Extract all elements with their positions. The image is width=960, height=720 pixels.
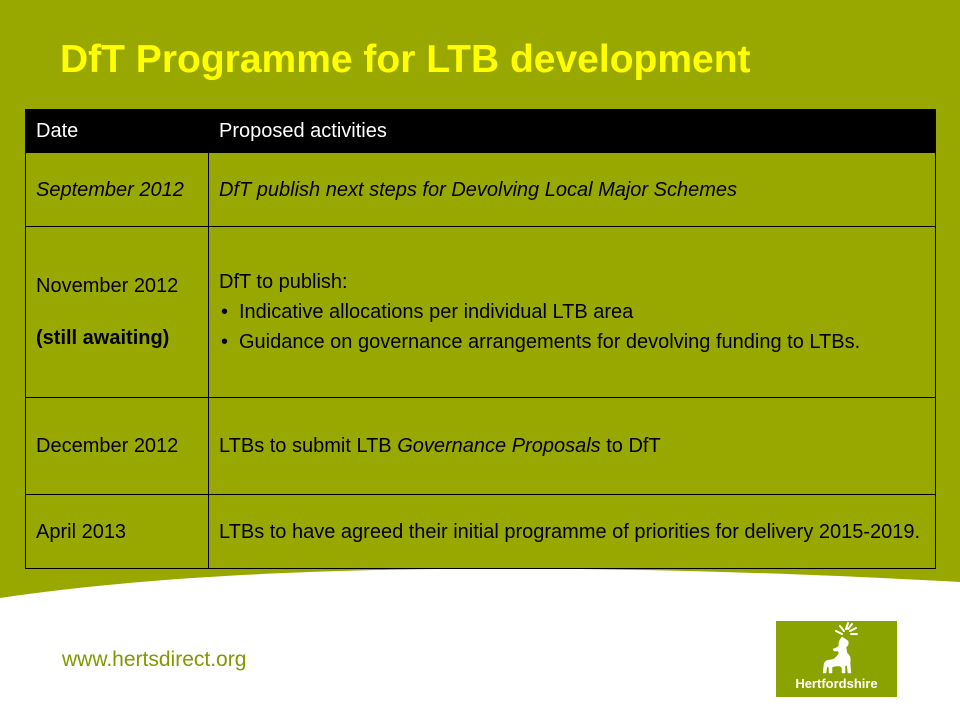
row-date-april-2013: April 2013 — [26, 495, 209, 569]
list-item: • Indicative allocations per individual LTB area — [219, 297, 925, 327]
activity-bullet-list — [219, 297, 925, 357]
hertfordshire-logo — [776, 621, 897, 697]
website-url: www.hertsdirect.org — [62, 648, 247, 671]
table-row — [26, 495, 936, 569]
activity-text-emphasis: Governance Proposals — [397, 435, 601, 457]
header-date: Date — [26, 110, 209, 153]
activity-text-end: to DfT — [600, 435, 661, 457]
table-row — [26, 153, 936, 227]
row-activity-november-2012 — [209, 227, 936, 398]
logo-wordmark: Hertfordshire — [795, 676, 878, 691]
row-date-november-2012: November 2012 — [36, 275, 179, 297]
header-proposed-activities: Proposed activities — [209, 110, 936, 153]
programme-table — [25, 109, 936, 569]
row-date-september-2012: September 2012 — [26, 153, 209, 227]
row-date-november-2012-cell — [26, 227, 209, 398]
table-row — [26, 227, 936, 398]
table-row — [26, 398, 936, 495]
activity-text-start: LTBs to submit LTB — [219, 435, 398, 457]
stag-icon — [776, 621, 897, 677]
row-activity-september-2012: DfT publish next steps for Devolving Local Major Schemes — [209, 153, 936, 227]
list-item: • Guidance on governance arrangements for devolving funding to LTBs. — [219, 327, 925, 357]
row-date-december-2012: December 2012 — [26, 398, 209, 495]
activity-intro: DfT to publish: — [219, 271, 348, 293]
row-activity-april-2013: LTBs to have agreed their initial programme of priorities for delivery 2015-2019. — [209, 495, 936, 569]
table-header-row — [26, 110, 936, 153]
row-activity-december-2012 — [209, 398, 936, 495]
status-note: (still awaiting) — [36, 327, 170, 349]
slide-title: DfT Programme for LTB development — [60, 38, 751, 81]
